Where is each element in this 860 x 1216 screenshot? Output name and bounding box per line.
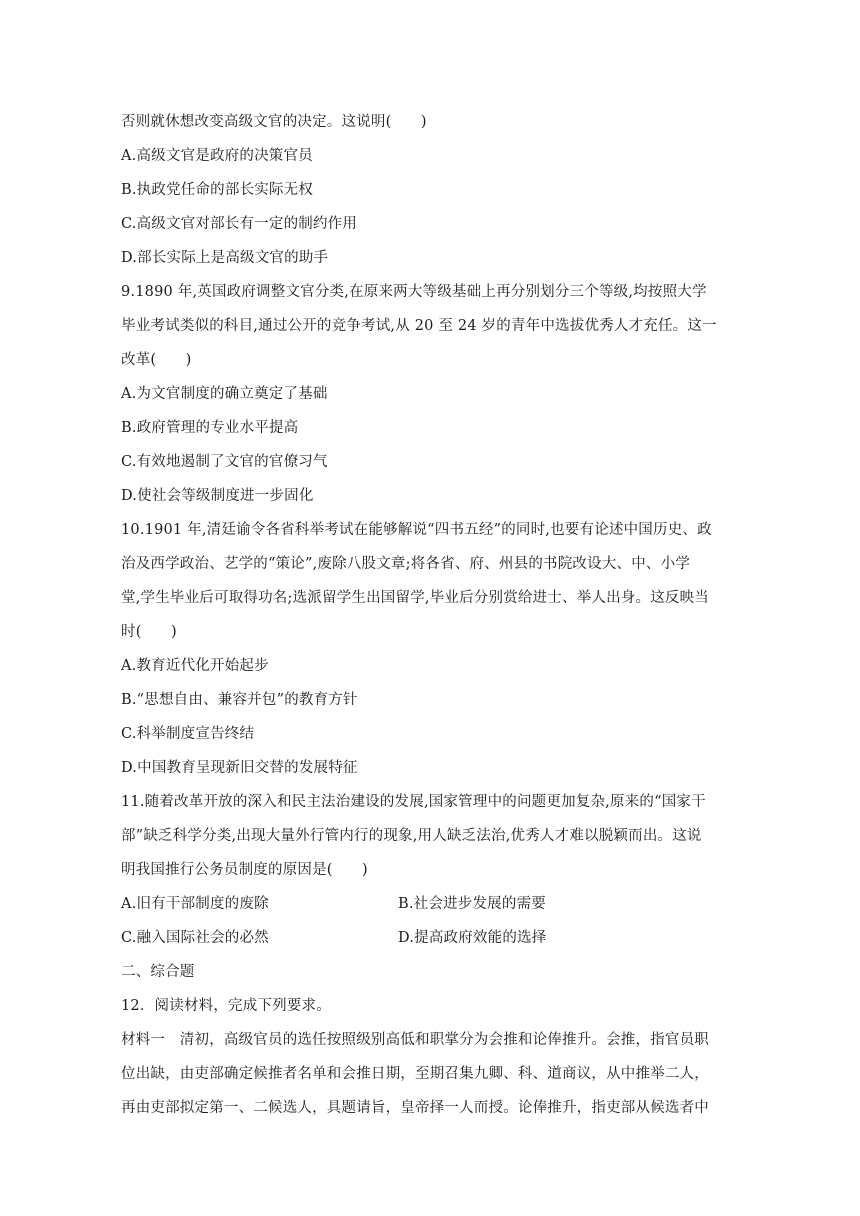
q8-option-d: D.部长实际上是高级文官的助手 (121, 250, 329, 266)
q11-stem-line-2: 部”缺乏科学分类,出现大量外行管内行的现象,用人缺乏法治,优秀人才难以脱颖而出。这说 (121, 828, 702, 844)
q10-stem-line-3: 堂,学生毕业后可取得功名;选派留学生出国留学,毕业后分别赏给进士、举人出身。这反映当 (121, 590, 709, 606)
material-1-line-1: 材料一 清初，高级官员的选任按照级别高低和职掌分为会推和论俸推升。会推，指官员职 (121, 1032, 709, 1048)
section-heading-comprehensive: 二、综合题 (121, 964, 195, 980)
q10-stem-line-4: 时( ) (121, 624, 177, 640)
q11-stem-line-1: 11.随着改革开放的深入和民主法治建设的发展,国家管理中的问题更加复杂,原来的“国家干 (121, 794, 706, 810)
material-1-line-3: 再由吏部拟定第一、二候选人，具题请旨，皇帝择一人而授。论俸推升，指吏部从候选者中 (121, 1100, 709, 1116)
q11-option-c: C.融入国际社会的必然 (121, 930, 269, 946)
q9-option-c: C.有效地遏制了文官的官僚习气 (121, 454, 328, 470)
q11-stem-line-3: 明我国推行公务员制度的原因是( ) (121, 862, 368, 878)
q11-option-b: B.社会进步发展的需要 (398, 896, 546, 912)
material-1-line-2: 位出缺，由吏部确定候推者名单和会推日期，至期召集九卿、科、道商议，从中推举二人， (121, 1066, 709, 1082)
q12-stem: 12．阅读材料，完成下列要求。 (121, 998, 331, 1014)
q9-stem-line-2: 毕业考试类似的科目,通过公开的竞争考试,从 20 至 24 岁的青年中选拔优秀人才充任。这一 (121, 318, 717, 334)
q9-option-a: A.为文官制度的确立奠定了基础 (121, 386, 328, 402)
q8-option-b: B.执政党任命的部长实际无权 (121, 182, 314, 198)
q10-option-b: B.“思想自由、兼容并包”的教育方针 (121, 692, 358, 708)
q10-option-a: A.教育近代化开始起步 (121, 658, 269, 674)
q9-stem-line-1: 9.1890 年,英国政府调整文官分类,在原来两大等级基础上再分别划分三个等级,均按照大学 (121, 284, 707, 300)
q9-stem-line-3: 改革( ) (121, 352, 192, 368)
q9-option-b: B.政府管理的专业水平提高 (121, 420, 299, 436)
q10-stem-line-1: 10.1901 年,清廷谕令各省科举考试在能够解说“四书五经”的同时,也要有论述中国历史、政 (121, 522, 712, 538)
q10-option-c: C.科举制度宣告终结 (121, 726, 255, 742)
q11-option-d: D.提高政府效能的选择 (398, 930, 547, 946)
q11-option-a: A.旧有干部制度的废除 (121, 896, 269, 912)
q10-option-d: D.中国教育呈现新旧交替的发展特征 (121, 760, 358, 776)
q9-option-d: D.使社会等级制度进一步固化 (121, 488, 314, 504)
q8-option-c: C.高级文官对部长有一定的制约作用 (121, 216, 358, 232)
q8-option-a: A.高级文官是政府的决策官员 (121, 148, 313, 164)
text-line-q8-continued: 否则就休想改变高级文官的决定。这说明( ) (121, 114, 427, 130)
q10-stem-line-2: 治及西学政治、艺学的“策论”,废除八股文章;将各省、府、州县的书院改设大、中、小学 (121, 556, 691, 572)
